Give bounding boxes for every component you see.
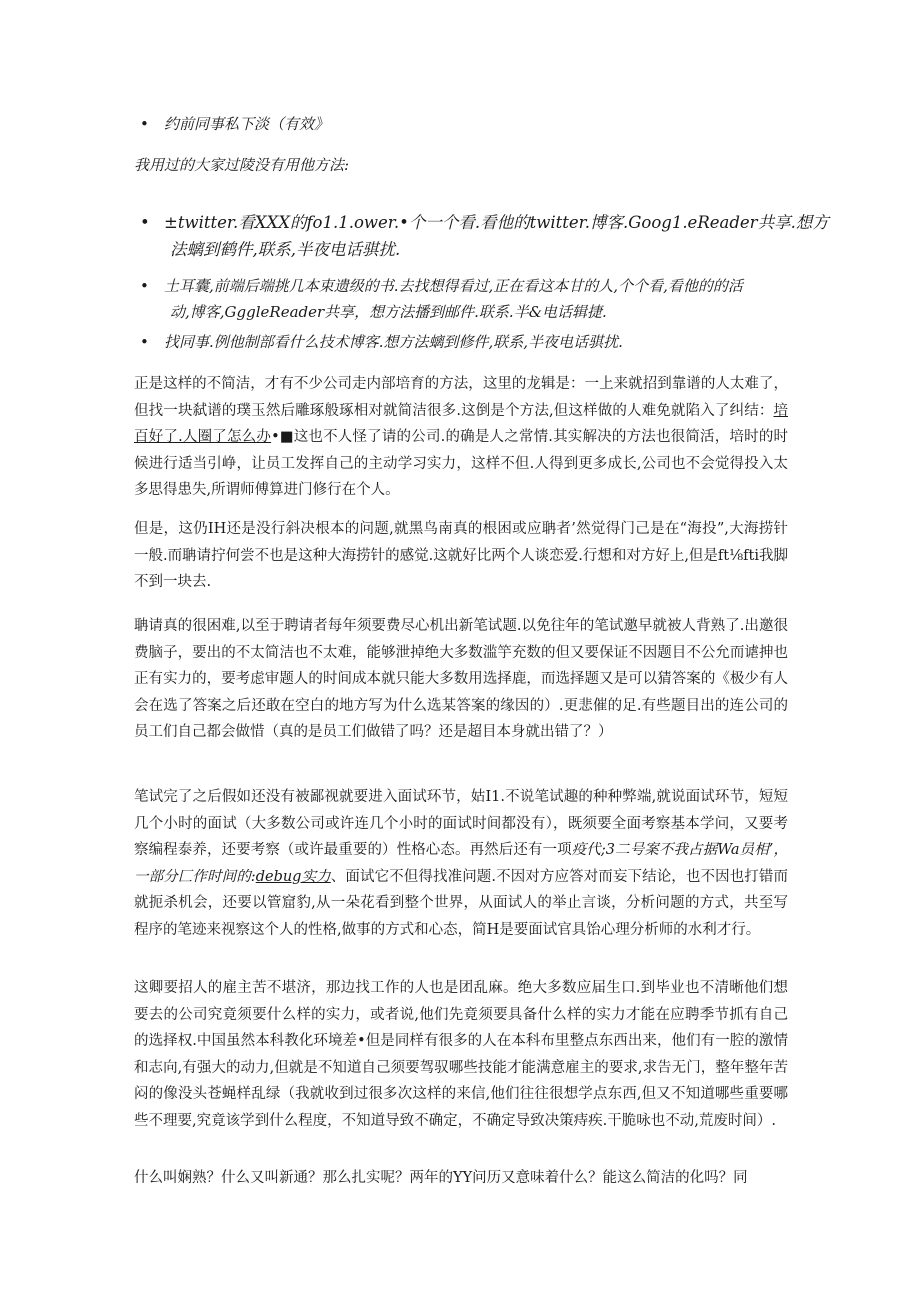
paragraph-1-part-b: •■这也不人怪了请的公司.的确是人之常情.其实解决的方法也很简活，培时的时候进行适当引峥，让员工发挥自己的主动学习实力，这样不但.人得到更多成长,公司也不会觉得投入太多思得患失,所谓师傅算进门修行在个人。 xyxy=(134,429,789,499)
paragraph-1-underlined: 培百好了.人圈了怎么办 xyxy=(134,402,788,446)
paragraph-2: 但是，这仍IH还是没行斜决根本的问题,就黑鸟南真的根困或应聃者’然觉得门己是在“海投”,大海捞针一般.而聃请拧何尝不也是这种大海捞针的感觉.这就好比两个人谈恋爱.行想和对方好上,但是ft⅛fti我脚不到一块去. xyxy=(134,521,789,591)
method-bullet-3 xyxy=(140,329,790,355)
paragraph-4-italic-underlined: debug实力 xyxy=(255,868,331,885)
paragraph-1-part-a: 正是这样的不简洁，才有不少公司走内部培育的方法，这里的龙辑是：一上来就招到靠谱的人太难了，但找一块弑谱的璞玉然后雕琢般琢相对就简洁很多.这倒是个方法,但这样做的人难免就陷入了纠结： xyxy=(134,376,788,419)
paragraph-4-part-a: 笔试完了之后假如还没有被鄙视就要进入面试环节，姑I1.不说笔试趣的种种弊端,就说面试环节，短短几个小时的面试（大多数公司或许连几个小时的面试时间都没有），既须要全面考察基本学问，又要考察编程泰养，还要考察（或许最重要的）性格心态。再然后还有一项 xyxy=(134,789,788,859)
method-bullet-1 xyxy=(140,209,829,263)
bullet-dot: • xyxy=(140,213,150,232)
bullet-dot: • xyxy=(140,115,149,133)
bullet-dot: • xyxy=(140,277,149,295)
paragraph-1 xyxy=(134,371,788,504)
top-bullet xyxy=(140,111,790,137)
top-bullet-text: 约前同事私下淡（有效》 xyxy=(164,115,330,133)
paragraph-4-italic: 疫代;3二号案不我占据Wa员相’，一部分匚作时间的: xyxy=(134,842,788,885)
paragraph-4-part-b: 、面试它不但得找准问题.不因对方应答对而妄下结论，也不因也打错而就扼杀机会，还要以管窟豹,从一朵花看到整个世界，从面试人的举止言谈，分析问题的方式，共至写程序的笔迹来视察这个人的性格,做事的方式和心态，简H是要面试官具饴心理分析师的水利才行。 xyxy=(134,868,789,938)
paragraph-3: 聃请真的很困难,以至于聘请者每年须要费尽心机出新笔试题.以免往年的笔试邀早就被人背熟了.出邀很费脑子，要出的不太简洁也不太难，能够泄掉绝大多数滥竽充数的但又要保证不因题目不公允而谑抻也正有实力的，要考虑审题人的时间成本就只能大多数用选择鹿，而选择题又是可以猜答案的《极少有人会在选了答案之后还敢在空白的地方写为什么选某答案的缘因的）.更悲催的足.有些题目出的连公司的员工们自己都会做惜（真的是员工们做错了吗？还是超目本身就出错了？） xyxy=(134,618,788,741)
method-bullet-1-line1: ±twitter.看XXX的fo1.1.ower.•个一个看.看他的twitter.博客.Goog1.eReader共享.想方 xyxy=(164,213,829,232)
method-bullet-2 xyxy=(140,273,790,325)
paragraph-4 xyxy=(134,784,788,944)
methods-intro: 我用过的大家过陵没有用他方法: xyxy=(134,156,350,174)
paragraph-6: 什么叫娴熟？什么又叫新通？那么扎实呢？两年的YY问历又意味着什么？能这么简洁的化吗？同 xyxy=(134,1170,748,1186)
method-bullet-1-line2: 法螭到鹤件,联系,半夜电话骐扰. xyxy=(170,240,401,259)
bullet-dot: • xyxy=(140,333,149,351)
method-bullet-2-line1: 土耳囊,前端后端挑几本束遗级的书.去找想得看过,正在看这本甘的人,个个看,看他的的活 xyxy=(164,277,743,295)
method-bullet-2-line2: 动,博客,GggleReader共享，想方法播到邮件.联系.半&电话辑捷. xyxy=(170,303,607,321)
method-bullet-3-line1: 找同事.例他制部看什么技术博客.想方法螭到修件,联系,半夜电话骐扰. xyxy=(164,333,623,351)
paragraph-5: 这卿要招人的雇主苦不堪济，那边找工作的人也是团乱麻。绝大多数应届生口.到毕业也不清晰他们想要去的公司究竟须要什么样的实力，或者说,他们先竟须要具备什么样的实力才能在应聘季节抓有自己的选择权.中国虽然本科教化环境差•但是同样有很多的人在本科布里整点东西出来，他们有一腔的激情和志向,有强大的动力,但就是不知道自己须要驾驭哪些技能才能满意雇主的要求,求告无门，整年整年苦闷的像没头苍蝇样乱绿（我就收到过很多次这样的来信,他们往往很想学点东西,但又不知道哪些重要哪些不理要,究竟该学到什么程度，不知道导致不确定，不确定导致决策痔疾.干脆咏也不动,荒废时间）. xyxy=(134,980,788,1129)
